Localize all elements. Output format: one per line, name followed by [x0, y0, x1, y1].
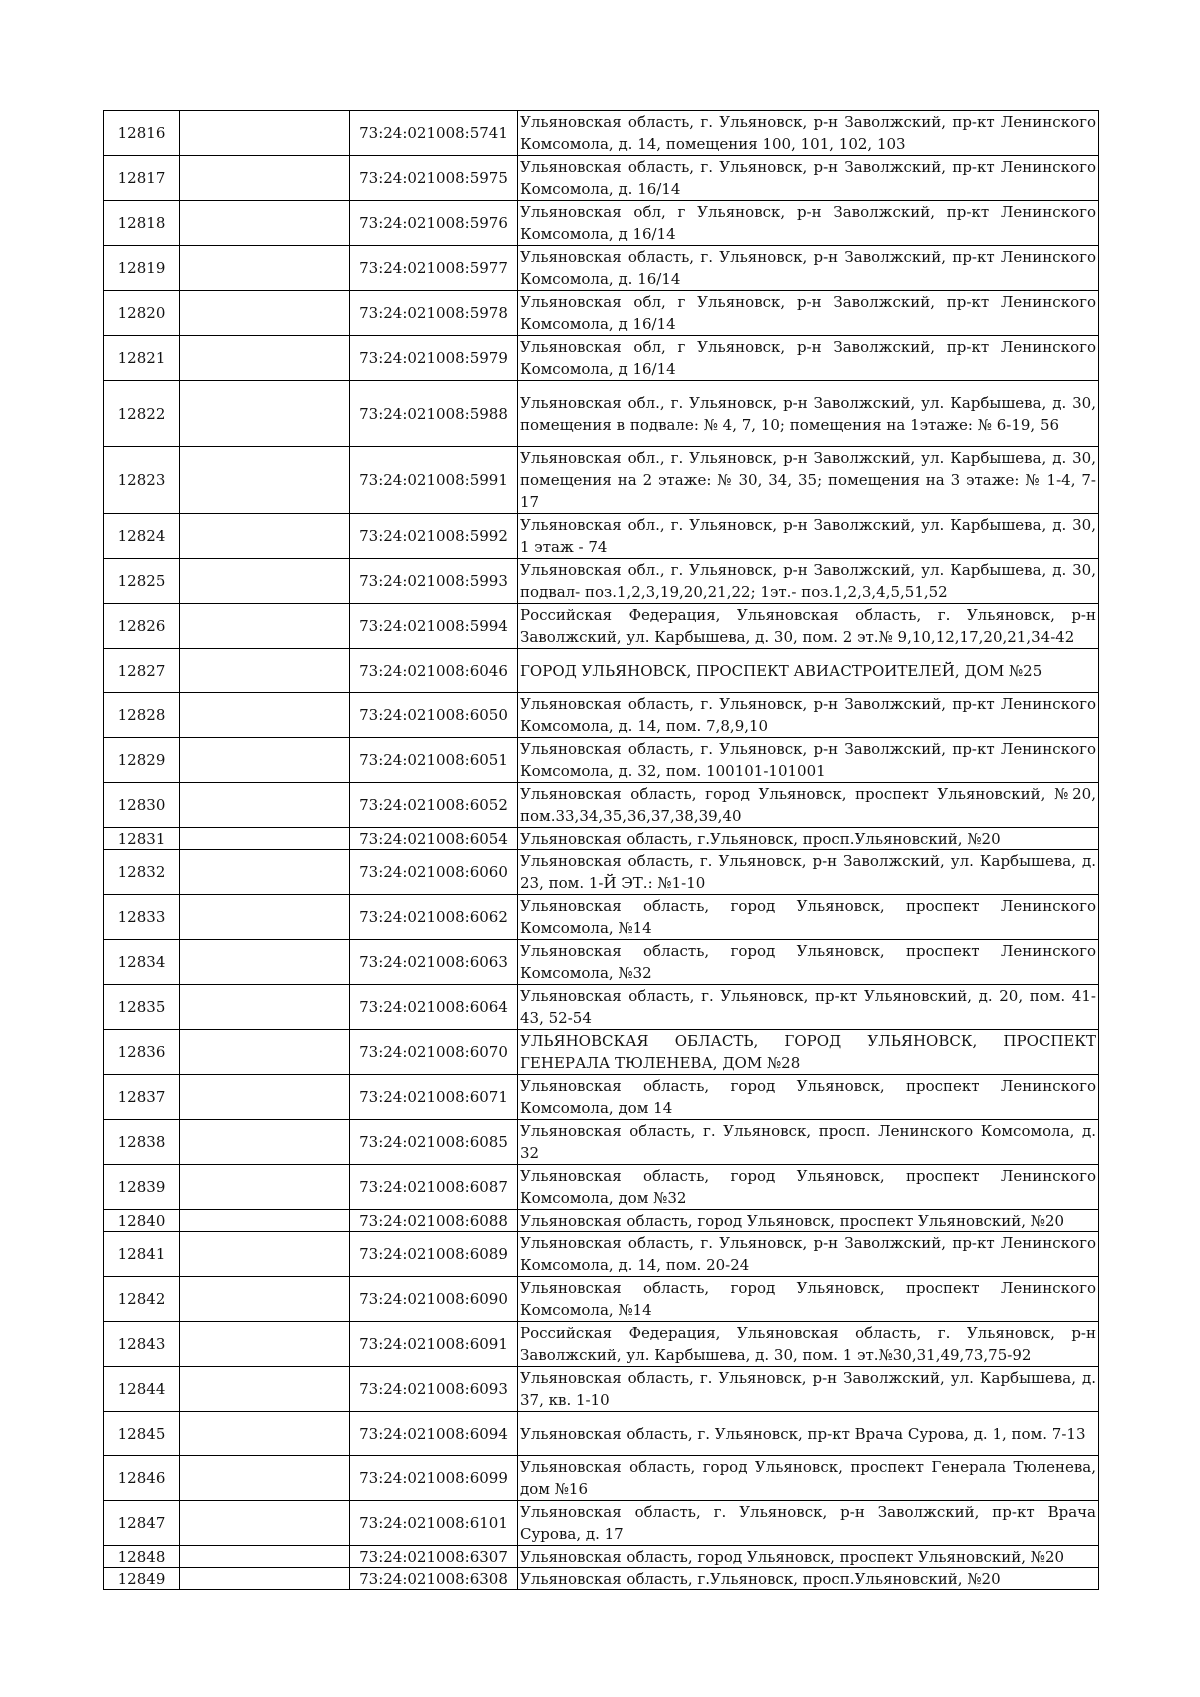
table-row — [104, 1075, 1099, 1120]
cadastral-number: 73:24:021008:6087 — [350, 1165, 518, 1210]
row-number: 12828 — [104, 693, 180, 738]
address-cell: Ульяновская обл., г. Ульяновск, р-н Заволжский, ул. Карбышева, д. 30, подвал- поз.1,2,3,19,20,21,22; 1эт.- поз.1,2,3,4,5,51,52 — [518, 559, 1099, 604]
cadastral-number: 73:24:021008:6050 — [350, 693, 518, 738]
row-number: 12831 — [104, 828, 180, 850]
table-row — [104, 1165, 1099, 1210]
table-row — [104, 1030, 1099, 1075]
address-cell: Ульяновская область, г. Ульяновск, р-н Заволжский, пр-кт Ленинского Комсомола, д. 14, помещения 100, 101, 102, 103 — [518, 111, 1099, 156]
cadastral-number: 73:24:021008:5979 — [350, 336, 518, 381]
row-number: 12825 — [104, 559, 180, 604]
cadastral-number: 73:24:021008:6071 — [350, 1075, 518, 1120]
row-number: 12840 — [104, 1210, 180, 1232]
row-number: 12841 — [104, 1232, 180, 1277]
address-cell: Ульяновская область, город Ульяновск, проспект Ленинского Комсомола, дом №32 — [518, 1165, 1099, 1210]
address-cell: Ульяновская область, город Ульяновск, проспект Генерала Тюленева, дом №16 — [518, 1456, 1099, 1501]
cadastral-number: 73:24:021008:6070 — [350, 1030, 518, 1075]
table-row — [104, 291, 1099, 336]
owner-cell — [180, 514, 350, 559]
registry-body — [104, 111, 1099, 1590]
address-cell: Ульяновская область, г. Ульяновск, р-н Заволжский, пр-кт Ленинского Комсомола, д. 16/14 — [518, 156, 1099, 201]
table-row — [104, 336, 1099, 381]
table-row — [104, 649, 1099, 693]
owner-cell — [180, 850, 350, 895]
row-number: 12845 — [104, 1412, 180, 1456]
owner-cell — [180, 381, 350, 447]
row-number: 12830 — [104, 783, 180, 828]
table-row — [104, 201, 1099, 246]
table-row — [104, 514, 1099, 559]
address-cell: Ульяновская обл., г. Ульяновск, р-н Заволжский, ул. Карбышева, д. 30, 1 этаж - 74 — [518, 514, 1099, 559]
row-number: 12832 — [104, 850, 180, 895]
cadastral-number: 73:24:021008:6085 — [350, 1120, 518, 1165]
table-row — [104, 850, 1099, 895]
address-cell: ГОРОД УЛЬЯНОВСК, ПРОСПЕКТ АВИАСТРОИТЕЛЕЙ, ДОМ №25 — [518, 649, 1099, 693]
address-cell: Ульяновская область, г.Ульяновск, просп.Ульяновский, №20 — [518, 828, 1099, 850]
row-number: 12833 — [104, 895, 180, 940]
owner-cell — [180, 156, 350, 201]
owner-cell — [180, 649, 350, 693]
table-row — [104, 156, 1099, 201]
row-number: 12829 — [104, 738, 180, 783]
owner-cell — [180, 1546, 350, 1568]
address-cell: Ульяновская область, г. Ульяновск, р-н Заволжский, ул. Карбышева, д. 37, кв. 1-10 — [518, 1367, 1099, 1412]
address-cell: Ульяновская область, город Ульяновск, проспект Ульяновский, №20 — [518, 1210, 1099, 1232]
table-row — [104, 1456, 1099, 1501]
address-cell: Ульяновская область, г. Ульяновск, пр-кт Ульяновский, д. 20, пом. 41-43, 52-54 — [518, 985, 1099, 1030]
table-row — [104, 1546, 1099, 1568]
row-number: 12823 — [104, 447, 180, 514]
row-number: 12821 — [104, 336, 180, 381]
row-number: 12848 — [104, 1546, 180, 1568]
address-cell: Ульяновская обл., г. Ульяновск, р-н Заволжский, ул. Карбышева, д. 30, помещения на 2 этаже: № 30, 34, 35; помещения на 3 этаже: № 1-4, 7-17 — [518, 447, 1099, 514]
cadastral-number: 73:24:021008:6062 — [350, 895, 518, 940]
address-cell: Ульяновская область, г. Ульяновск, р-н Заволжский, пр-кт Ленинского Комсомола, д. 32, пом. 100101-101001 — [518, 738, 1099, 783]
owner-cell — [180, 201, 350, 246]
table-row — [104, 1412, 1099, 1456]
owner-cell — [180, 1210, 350, 1232]
address-cell: Ульяновская обл, г Ульяновск, р-н Заволжский, пр-кт Ленинского Комсомола, д 16/14 — [518, 336, 1099, 381]
cadastral-number: 73:24:021008:5976 — [350, 201, 518, 246]
owner-cell — [180, 336, 350, 381]
table-row — [104, 1501, 1099, 1546]
address-cell: УЛЬЯНОВСКАЯ ОБЛАСТЬ, ГОРОД УЛЬЯНОВСК, ПРОСПЕКТ ГЕНЕРАЛА ТЮЛЕНЕВА, ДОМ №28 — [518, 1030, 1099, 1075]
table-row — [104, 381, 1099, 447]
row-number: 12838 — [104, 1120, 180, 1165]
owner-cell — [180, 1568, 350, 1590]
table-row — [104, 1120, 1099, 1165]
address-cell: Ульяновская область, г.Ульяновск, просп.Ульяновский, №20 — [518, 1568, 1099, 1590]
address-cell: Ульяновская область, г. Ульяновск, р-н Заволжский, пр-кт Врача Сурова, д. 17 — [518, 1501, 1099, 1546]
address-cell: Ульяновская обл., г. Ульяновск, р-н Заволжский, ул. Карбышева, д. 30, помещения в подвале: № 4, 7, 10; помещения на 1этаже: № 6-19, 56 — [518, 381, 1099, 447]
cadastral-number: 73:24:021008:6060 — [350, 850, 518, 895]
cadastral-number: 73:24:021008:6046 — [350, 649, 518, 693]
table-row — [104, 940, 1099, 985]
owner-cell — [180, 111, 350, 156]
address-cell: Ульяновская область, г. Ульяновск, пр-кт Врача Сурова, д. 1, пом. 7-13 — [518, 1412, 1099, 1456]
address-cell: Ульяновская область, г. Ульяновск, просп. Ленинского Комсомола, д. 32 — [518, 1120, 1099, 1165]
table-row — [104, 1232, 1099, 1277]
table-row — [104, 738, 1099, 783]
address-cell: Ульяновская область, город Ульяновск, проспект Ленинского Комсомола, №14 — [518, 895, 1099, 940]
table-row — [104, 985, 1099, 1030]
address-cell: Ульяновская область, г. Ульяновск, р-н Заволжский, пр-кт Ленинского Комсомола, д. 16/14 — [518, 246, 1099, 291]
table-row — [104, 895, 1099, 940]
row-number: 12835 — [104, 985, 180, 1030]
table-row — [104, 246, 1099, 291]
cadastral-number: 73:24:021008:6089 — [350, 1232, 518, 1277]
owner-cell — [180, 1412, 350, 1456]
owner-cell — [180, 1030, 350, 1075]
owner-cell — [180, 895, 350, 940]
address-cell: Ульяновская обл, г Ульяновск, р-н Заволжский, пр-кт Ленинского Комсомола, д 16/14 — [518, 291, 1099, 336]
owner-cell — [180, 738, 350, 783]
cadastral-number: 73:24:021008:6101 — [350, 1501, 518, 1546]
address-cell: Российская Федерация, Ульяновская область, г. Ульяновск, р-н Заволжский, ул. Карбышева, д. 30, пом. 2 эт.№ 9,10,12,17,20,21,34-42 — [518, 604, 1099, 649]
cadastral-number: 73:24:021008:6090 — [350, 1277, 518, 1322]
table-row — [104, 447, 1099, 514]
cadastral-number: 73:24:021008:6051 — [350, 738, 518, 783]
cadastral-number: 73:24:021008:5977 — [350, 246, 518, 291]
table-row — [104, 828, 1099, 850]
row-number: 12817 — [104, 156, 180, 201]
table-row — [104, 111, 1099, 156]
row-number: 12819 — [104, 246, 180, 291]
row-number: 12839 — [104, 1165, 180, 1210]
cadastral-number: 73:24:021008:6088 — [350, 1210, 518, 1232]
owner-cell — [180, 291, 350, 336]
address-cell: Ульяновская обл, г Ульяновск, р-н Заволжский, пр-кт Ленинского Комсомола, д 16/14 — [518, 201, 1099, 246]
row-number: 12847 — [104, 1501, 180, 1546]
row-number: 12844 — [104, 1367, 180, 1412]
address-cell: Ульяновская область, город Ульяновск, проспект Ульяновский, №20, пом.33,34,35,36,37,38,39,40 — [518, 783, 1099, 828]
owner-cell — [180, 783, 350, 828]
cadastral-number: 73:24:021008:5994 — [350, 604, 518, 649]
cadastral-number: 73:24:021008:6063 — [350, 940, 518, 985]
row-number: 12827 — [104, 649, 180, 693]
cadastral-number: 73:24:021008:6052 — [350, 783, 518, 828]
table-row — [104, 693, 1099, 738]
owner-cell — [180, 1501, 350, 1546]
row-number: 12846 — [104, 1456, 180, 1501]
owner-cell — [180, 1232, 350, 1277]
owner-cell — [180, 559, 350, 604]
table-row — [104, 559, 1099, 604]
owner-cell — [180, 828, 350, 850]
cadastral-number: 73:24:021008:6308 — [350, 1568, 518, 1590]
owner-cell — [180, 1165, 350, 1210]
row-number: 12843 — [104, 1322, 180, 1367]
table-row — [104, 1568, 1099, 1590]
table-row — [104, 1210, 1099, 1232]
cadastral-number: 73:24:021008:5978 — [350, 291, 518, 336]
cadastral-number: 73:24:021008:6091 — [350, 1322, 518, 1367]
row-number: 12822 — [104, 381, 180, 447]
owner-cell — [180, 693, 350, 738]
cadastral-number: 73:24:021008:5993 — [350, 559, 518, 604]
address-cell: Российская Федерация, Ульяновская область, г. Ульяновск, р-н Заволжский, ул. Карбышева, д. 30, пом. 1 эт.№30,31,49,73,75-92 — [518, 1322, 1099, 1367]
cadastral-number: 73:24:021008:5741 — [350, 111, 518, 156]
row-number: 12818 — [104, 201, 180, 246]
address-cell: Ульяновская область, город Ульяновск, проспект Ленинского Комсомола, №32 — [518, 940, 1099, 985]
owner-cell — [180, 1322, 350, 1367]
owner-cell — [180, 985, 350, 1030]
property-registry-table — [103, 110, 1099, 1590]
address-cell: Ульяновская область, город Ульяновск, проспект Ленинского Комсомола, №14 — [518, 1277, 1099, 1322]
owner-cell — [180, 604, 350, 649]
address-cell: Ульяновская область, г. Ульяновск, р-н Заволжский, ул. Карбышева, д. 23, пом. 1-Й ЭТ.: №1-10 — [518, 850, 1099, 895]
cadastral-number: 73:24:021008:5975 — [350, 156, 518, 201]
table-row — [104, 604, 1099, 649]
cadastral-number: 73:24:021008:6054 — [350, 828, 518, 850]
owner-cell — [180, 1075, 350, 1120]
cadastral-number: 73:24:021008:6093 — [350, 1367, 518, 1412]
owner-cell — [180, 246, 350, 291]
row-number: 12842 — [104, 1277, 180, 1322]
owner-cell — [180, 940, 350, 985]
cadastral-number: 73:24:021008:5992 — [350, 514, 518, 559]
owner-cell — [180, 447, 350, 514]
cadastral-number: 73:24:021008:5991 — [350, 447, 518, 514]
cadastral-number: 73:24:021008:6064 — [350, 985, 518, 1030]
owner-cell — [180, 1120, 350, 1165]
row-number: 12837 — [104, 1075, 180, 1120]
cadastral-number: 73:24:021008:6099 — [350, 1456, 518, 1501]
cadastral-number: 73:24:021008:6307 — [350, 1546, 518, 1568]
table-row — [104, 1277, 1099, 1322]
table-row — [104, 1367, 1099, 1412]
row-number: 12836 — [104, 1030, 180, 1075]
row-number: 12824 — [104, 514, 180, 559]
address-cell: Ульяновская область, город Ульяновск, проспект Ульяновский, №20 — [518, 1546, 1099, 1568]
row-number: 12834 — [104, 940, 180, 985]
owner-cell — [180, 1367, 350, 1412]
table-row — [104, 1322, 1099, 1367]
row-number: 12816 — [104, 111, 180, 156]
owner-cell — [180, 1456, 350, 1501]
row-number: 12849 — [104, 1568, 180, 1590]
row-number: 12820 — [104, 291, 180, 336]
row-number: 12826 — [104, 604, 180, 649]
address-cell: Ульяновская область, город Ульяновск, проспект Ленинского Комсомола, дом 14 — [518, 1075, 1099, 1120]
cadastral-number: 73:24:021008:5988 — [350, 381, 518, 447]
address-cell: Ульяновская область, г. Ульяновск, р-н Заволжский, пр-кт Ленинского Комсомола, д. 14, пом. 7,8,9,10 — [518, 693, 1099, 738]
owner-cell — [180, 1277, 350, 1322]
cadastral-number: 73:24:021008:6094 — [350, 1412, 518, 1456]
table-row — [104, 783, 1099, 828]
address-cell: Ульяновская область, г. Ульяновск, р-н Заволжский, пр-кт Ленинского Комсомола, д. 14, пом. 20-24 — [518, 1232, 1099, 1277]
